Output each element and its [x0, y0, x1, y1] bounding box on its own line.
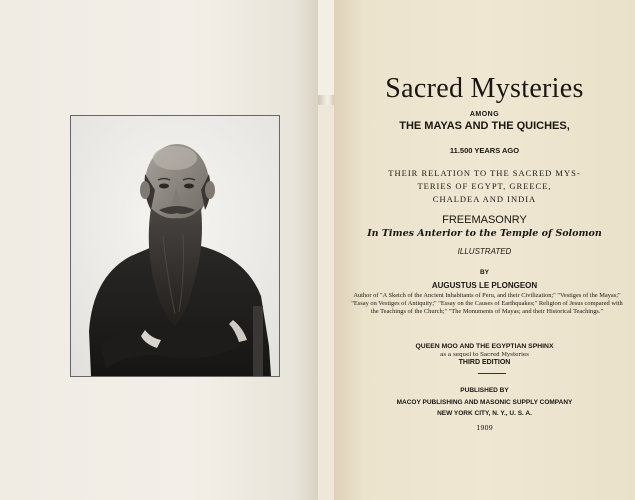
publication-place: NEW YORK CITY, N. Y., U. S. A.: [437, 410, 532, 417]
by-label: BY: [479, 269, 490, 276]
relation-line-1: THEIR RELATION TO THE SACRED MYS-: [388, 168, 581, 178]
edition: THIRD EDITION: [458, 359, 511, 366]
author-works: Author of "A Sketch of the Ancient Inhabitants of Peru, and their Civilization;" "Vestiges of the Mayas;" "Essay on Vestiges of Antiquity;" "Essay on the Causes of Earthquakes;" Religion of Jesus compared with the Teachings of the Church;" "The Monuments of Mayas; and their Historical Teachings.": [351, 292, 623, 315]
queen-moo: QUEEN MOO AND THE EGYPTIAN SPHINX: [415, 343, 554, 350]
subtitle: THE MAYAS AND THE QUICHES,: [399, 120, 570, 132]
portrait-image: [71, 116, 279, 376]
queen-moo-sub: as a sequel to Sacred Mysteries: [440, 352, 529, 358]
relation-line-2: TERIES OF EGYPT, GREECE,: [417, 181, 552, 191]
times-anterior: In Times Anterior to the Temple of Solomon: [367, 228, 602, 239]
relation-line-3: CHALDEA AND INDIA: [432, 194, 537, 204]
publication-year: 1909: [476, 424, 493, 432]
author-name: AUGUSTUS LE PLONGEON: [431, 281, 538, 290]
page-edge-tab: [318, 0, 335, 95]
among-text: AMONG: [469, 111, 500, 118]
author-portrait: [70, 115, 280, 377]
publisher: MACOY PUBLISHING AND MASONIC SUPPLY COMPANY: [396, 399, 573, 406]
book-title: Sacred Mysteries: [385, 73, 584, 104]
freemasonry-heading: FREEMASONRY: [442, 214, 527, 226]
years-text: 11.500 YEARS AGO: [449, 146, 520, 155]
illustrated-label: ILLUSTRATED: [457, 247, 512, 256]
divider-rule: [478, 373, 506, 374]
page-edge: [318, 105, 335, 500]
published-by: PUBLISHED BY: [460, 387, 509, 394]
